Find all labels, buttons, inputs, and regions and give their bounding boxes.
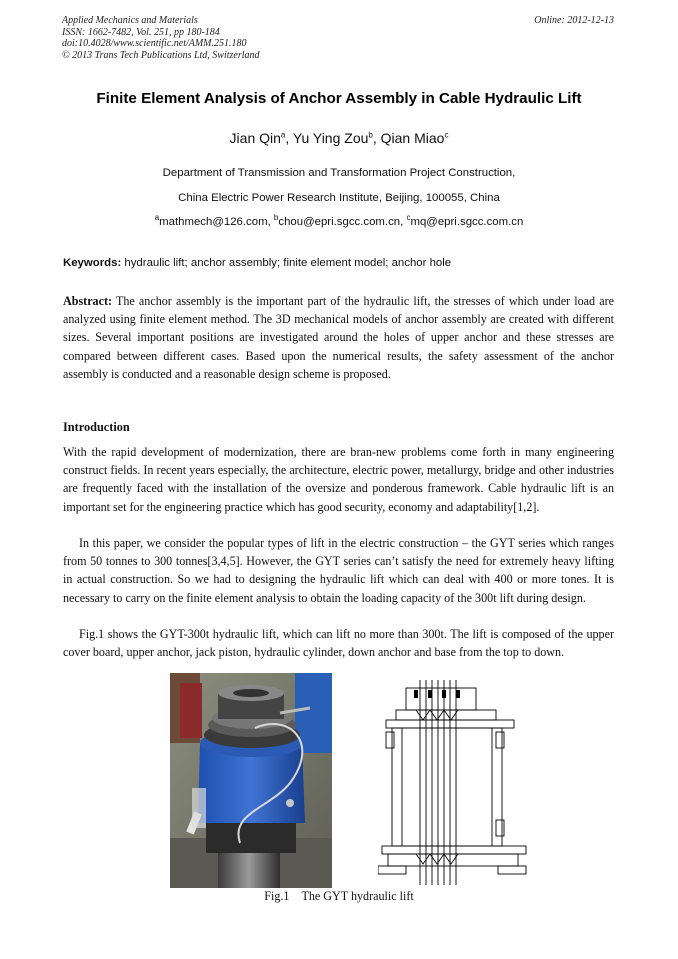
doi-line[interactable]: doi:10.4028/www.scientific.net/AMM.251.180 bbox=[62, 38, 247, 49]
email-list bbox=[0, 213, 678, 228]
email-address[interactable]: mathmech@126.com bbox=[159, 216, 268, 228]
author-affil-mark: c bbox=[444, 130, 449, 140]
intro-paragraph-2: In this paper, we consider the popular types of lift in the electric construction – the GYT series which ranges from 50 tonnes to 300 tonnes[3,4,5]. However, the GYT series can’t satisfy the need for extremely heavy lifting in actual construction. So we had to designing the hydraulic lift which can deal with 400 or more tones. It is necessary to carry on the finite element analysis to obtain the loading capacity of the 300t lift during design. bbox=[63, 536, 614, 605]
figure-label: Fig.1 bbox=[264, 889, 290, 903]
email-mark: b bbox=[273, 213, 279, 223]
intro-paragraph-3: Fig.1 shows the GYT-300t hydraulic lift, which can lift no more than 300t. The lift is composed of the upper cover board, upper anchor, jack piston, hydraulic cylinder, down anchor and base from the top to down. bbox=[63, 627, 614, 660]
journal-header bbox=[62, 15, 260, 61]
author-name: Jian Qin bbox=[229, 130, 281, 146]
email-separator: , bbox=[267, 216, 274, 228]
figure-caption-text: The GYT hydraulic lift bbox=[301, 889, 414, 903]
section-heading-introduction: Introduction bbox=[63, 420, 130, 434]
hydraulic-lift-drawing bbox=[378, 680, 533, 885]
figure-caption bbox=[0, 889, 678, 904]
abstract bbox=[63, 292, 614, 383]
hydraulic-lift-photo bbox=[170, 673, 332, 888]
email-address[interactable]: mq@epri.sgcc.com.cn bbox=[410, 216, 524, 228]
paper-title: Finite Element Analysis of Anchor Assembly in Cable Hydraulic Lift bbox=[96, 90, 582, 107]
author-list bbox=[0, 130, 678, 146]
author-separator: , bbox=[372, 130, 381, 146]
keywords bbox=[63, 257, 451, 269]
affiliation-line-2: China Electric Power Research Institute, Beijing, 100055, China bbox=[178, 192, 500, 204]
intro-paragraph-1: With the rapid development of modernization, there are bran-new problems come forth in many engineering construct fields. In recent years especially, the architecture, electric power, metallurgy, bridge and other industries are frequently faced with the installation of the oversize and ponderous framework. Cable hydraulic lift is an important set for the engineering practice which has good security, economy and adaptability[1,2]. bbox=[63, 445, 614, 514]
author-separator: , bbox=[285, 130, 293, 146]
email-mark: a bbox=[154, 213, 160, 223]
issn-line: ISSN: 1662-7482, Vol. 251, pp 180-184 bbox=[62, 26, 220, 38]
email-mark: c bbox=[406, 213, 411, 223]
abstract-label: Abstract: bbox=[63, 294, 113, 308]
author-name: Qian Miao bbox=[380, 130, 445, 146]
journal-name: Applied Mechanics and Materials bbox=[62, 15, 198, 26]
email-address[interactable]: chou@epri.sgcc.com.cn bbox=[278, 216, 401, 228]
keywords-label: Keywords: bbox=[63, 257, 122, 269]
online-date: Online: 2012-12-13 bbox=[534, 15, 614, 26]
copyright-line: © 2013 Trans Tech Publications Ltd, Switzerland bbox=[62, 49, 260, 61]
author-affil-mark: a bbox=[280, 130, 286, 140]
abstract-text: The anchor assembly is the important part of the hydraulic lift, the stresses of which under load are analyzed using finite element method. The 3D mechanical models of anchor assembly are created with different sizes. Several important positions are investigated around the holes of upper anchor and these stresses are compared between different cases. Based upon the numerical results, the safety assessment of the anchor assembly is conducted and a reasonable design scheme is proposed. bbox=[63, 294, 614, 381]
keywords-text: hydraulic lift; anchor assembly; finite element model; anchor hole bbox=[124, 257, 452, 269]
author-name: Yu Ying Zou bbox=[292, 130, 369, 146]
affiliation-line-1: Department of Transmission and Transformation Project Construction, bbox=[162, 167, 516, 179]
author-affil-mark: b bbox=[368, 130, 373, 140]
email-separator: , bbox=[400, 216, 407, 228]
